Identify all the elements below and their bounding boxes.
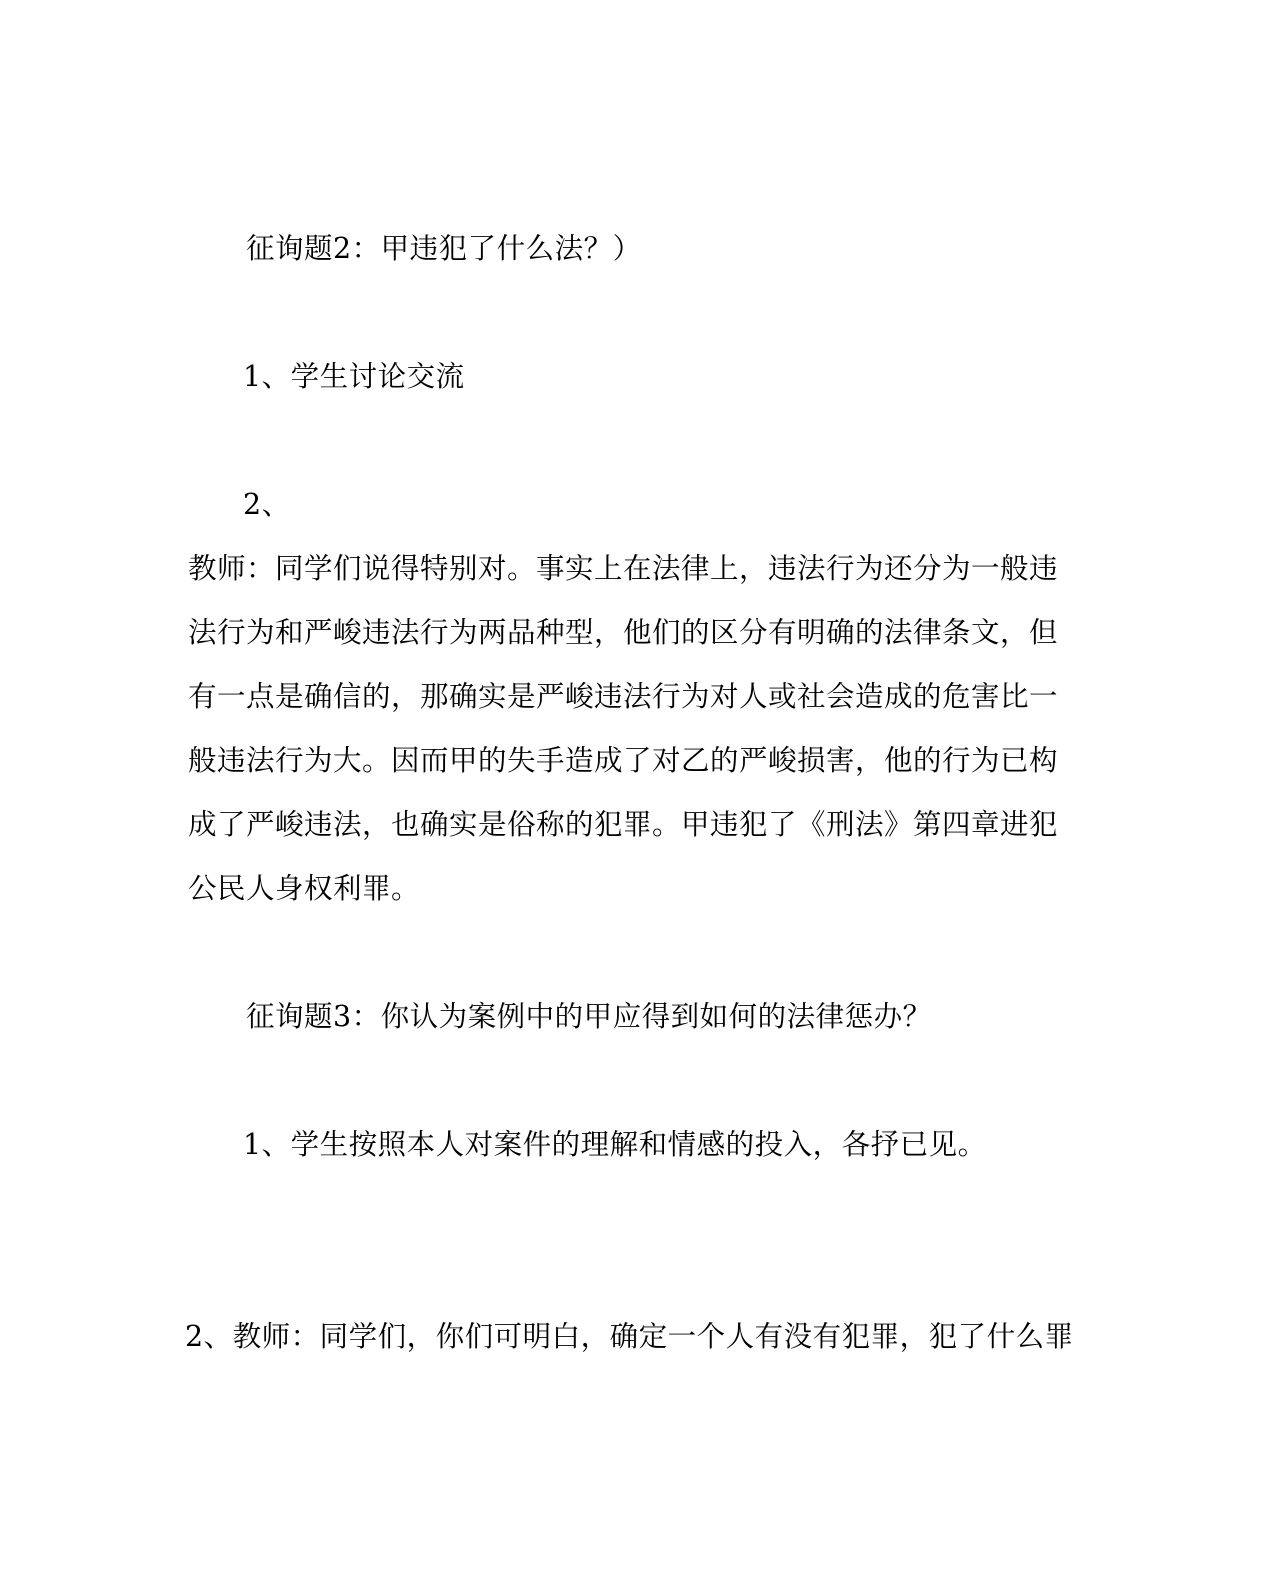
- question-3-heading: 征询题3：你认为案例中的甲应得到如何的法律惩办？: [246, 1000, 932, 1033]
- question-3-item-2: 2、教师：同学们，你们可明白，确定一个人有没有犯罪，犯了什么罪: [185, 1320, 1074, 1353]
- paragraph-line: 有一点是确信的，那确实是严峻违法行为对人或社会造成的危害比一: [188, 680, 1059, 713]
- paragraph-line: 教师：同学们说得特别对。事实上在法律上，违法行为还分为一般违: [188, 552, 1059, 585]
- paragraph-line: 成了严峻违法，也确实是俗称的犯罪。甲违犯了《刑法》第四章进犯: [188, 808, 1059, 841]
- question-3-item-1: 1、学生按照本人对案件的理解和情感的投入，各抒已见。: [243, 1128, 987, 1161]
- question-2-item-2-number: 2、: [243, 488, 291, 521]
- paragraph-line: 般违法行为大。因而甲的失手造成了对乙的严峻损害，他的行为已构: [188, 744, 1059, 777]
- question-2-item-1: 1、学生讨论交流: [243, 360, 465, 393]
- question-2-heading: 征询题2：甲违犯了什么法？）: [246, 232, 642, 265]
- paragraph-line: 法行为和严峻违法行为两品种型，他们的区分有明确的法律条文，但: [188, 616, 1059, 649]
- teacher-explanation-paragraph: [188, 537, 1058, 921]
- paragraph-line: 公民人身权利罪。: [188, 872, 421, 905]
